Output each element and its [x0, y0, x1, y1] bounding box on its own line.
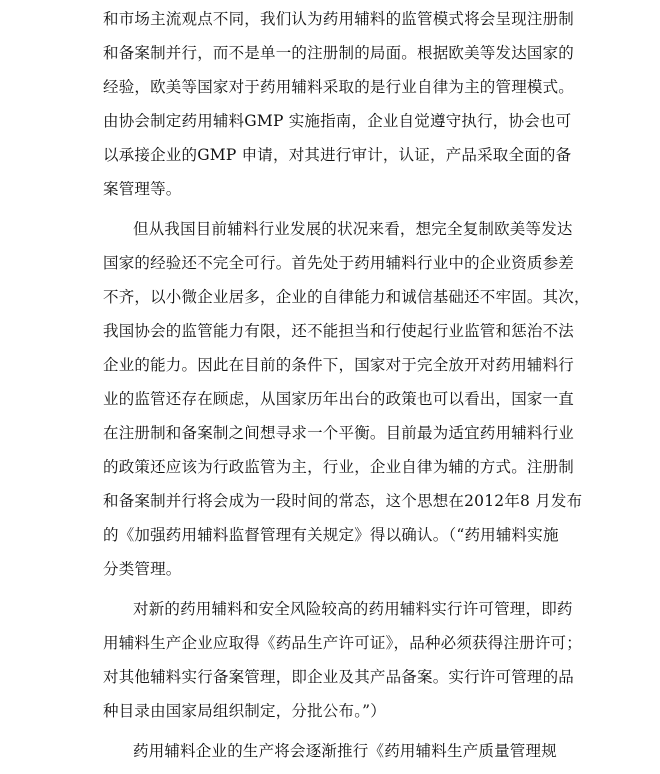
paragraph-1-line-5: 以承接企业的GMP 申请，对其进行审计，认证，产品采取全面的备 — [103, 146, 572, 164]
paragraph-4-line-1: 药用辅料企业的生产将会逐渐推行《药用辅料生产质量管理规 — [133, 742, 557, 760]
paragraph-2-line-7: 在注册制和备案制之间想寻求一个平衡。目前最为适宜药用辅料行业 — [103, 424, 575, 442]
paragraph-2-line-5: 企业的能力。因此在目前的条件下，国家对于完全放开对药用辅料行 — [103, 356, 575, 374]
paragraph-2-line-10: 的《加强药用辅料监督管理有关规定》得以确认。（“药用辅料实施 — [103, 526, 559, 544]
paragraph-2-line-4: 我国协会的监管能力有限，还不能担当和行使起行业监管和惩治不法 — [103, 322, 575, 340]
paragraph-2-line-2: 国家的经验还不完全可行。首先处于药用辅料行业中的企业资质参差 — [103, 254, 575, 272]
paragraph-1-line-1: 和市场主流观点不同，我们认为药用辅料的监管模式将会呈现注册制 — [103, 10, 575, 28]
paragraph-3-line-2: 用辅料生产企业应取得《药品生产许可证》，品种必须获得注册许可； — [103, 634, 582, 652]
paragraph-2-line-3: 不齐，以小微企业居多，企业的自律能力和诚信基础还不牢固。其次， — [103, 288, 590, 306]
paragraph-2-line-8: 的政策还应该为行政监管为主，行业，企业自律为辅的方式。注册制 — [103, 458, 575, 476]
paragraph-2-line-11: 分类管理。 — [103, 560, 182, 578]
paragraph-3-line-4: 种目录由国家局组织制定，分批公布。”） — [103, 702, 386, 720]
paragraph-3-line-1: 对新的药用辅料和安全风险较高的药用辅料实行许可管理，即药 — [133, 600, 573, 618]
paragraph-1-line-2: 和备案制并行，而不是单一的注册制的局面。根据欧美等发达国家的 — [103, 44, 575, 62]
paragraph-1-line-4: 由协会制定药用辅料GMP 实施指南，企业自觉遵守执行，协会也可 — [103, 112, 572, 130]
paragraph-1-line-6: 案管理等。 — [103, 180, 182, 198]
paragraph-2-line-1: 但从我国目前辅料行业发展的状况来看，想完全复制欧美等发达 — [133, 220, 573, 238]
paragraph-2-line-6: 业的监管还存在顾虑，从国家历年出台的政策也可以看出，国家一直 — [103, 390, 575, 408]
paragraph-2-line-9: 和备案制并行将会成为一段时间的常态，这个思想在2012年8 月发布 — [103, 492, 583, 510]
paragraph-1-line-3: 经验，欧美等国家对于药用辅料采取的是行业自律为主的管理模式。 — [103, 78, 575, 96]
paragraph-3-line-3: 对其他辅料实行备案管理，即企业及其产品备案。实行许可管理的品 — [103, 668, 575, 686]
